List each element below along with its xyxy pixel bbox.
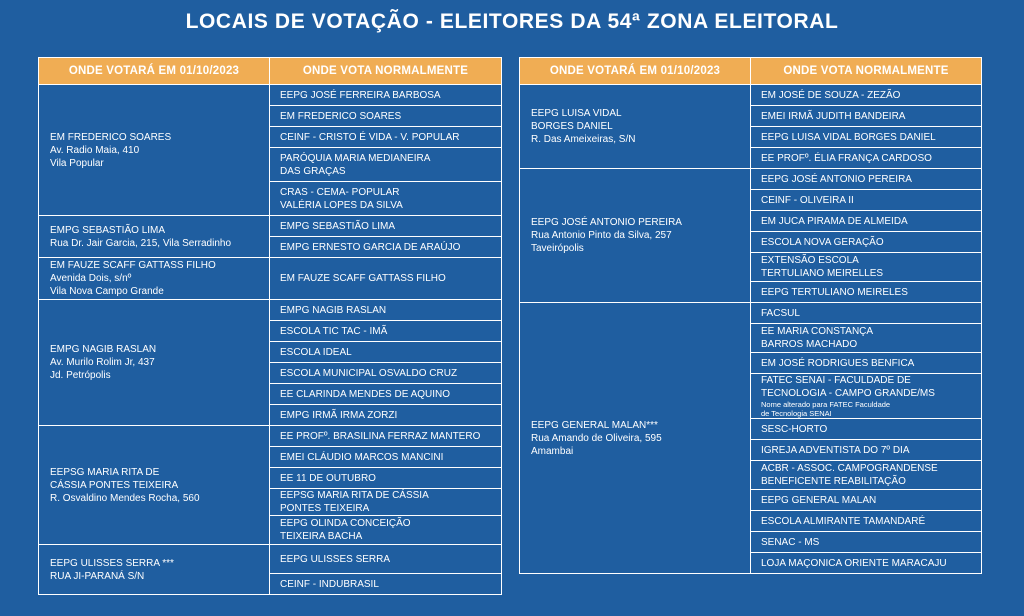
usual-school-cell — [751, 106, 982, 127]
school-name-note: de Tecnologia SENAI — [761, 409, 832, 418]
table-row — [39, 85, 502, 106]
voting-location-line: Taveirópolis — [531, 243, 584, 254]
usual-school-cell — [270, 468, 502, 489]
voting-location-cell — [39, 545, 270, 595]
usual-school-cell — [270, 85, 502, 106]
school-name-line: EMPG ERNESTO GARCIA DE ARAÚJO — [280, 241, 461, 253]
voting-location-cell — [39, 300, 270, 426]
usual-school-cell — [751, 511, 982, 532]
usual-school-cell — [270, 342, 502, 363]
school-name-line: PONTES TEIXEIRA — [280, 503, 370, 514]
voting-location-line: Jd. Petrópolis — [50, 370, 111, 381]
usual-school-cell — [270, 574, 502, 595]
voting-location-line: Rua Dr. Jair Garcia, 215, Vila Serradinho — [50, 237, 232, 249]
school-name-line: EE PROFº. ÉLIA FRANÇA CARDOSO — [761, 152, 932, 164]
school-name-line: EMEI CLÁUDIO MARCOS MANCINI — [280, 451, 444, 463]
school-name-line: BARROS MACHADO — [761, 339, 858, 350]
school-name-line: EEPG TERTULIANO MEIRELES — [761, 286, 908, 298]
usual-school-cell — [751, 211, 982, 232]
voting-location-line: EMPG SEBASTIÃO LIMA — [50, 224, 166, 236]
school-name-line: CEINF - CRISTO É VIDA - V. POPULAR — [280, 131, 460, 143]
voting-location-line: EMPG NAGIB RASLAN — [50, 344, 157, 355]
school-name-line: EXTENSÃO ESCOLA — [761, 255, 859, 266]
usual-school-cell — [751, 324, 982, 353]
usual-school-cell — [270, 405, 502, 426]
table-row — [39, 545, 502, 574]
usual-school-cell — [270, 516, 502, 545]
school-name-line: EM FAUZE SCAFF GATTASS FILHO — [280, 273, 446, 284]
header-vote-location-2023: ONDE VOTARÁ EM 01/10/2023 — [520, 58, 751, 85]
usual-school-cell — [751, 190, 982, 211]
voting-location-line: RUA JI-PARANÁ S/N — [50, 570, 145, 582]
voting-location-line: EEPG ULISSES SERRA *** — [50, 557, 174, 569]
school-name-line: FATEC SENAI - FACULDADE DE — [761, 375, 911, 386]
voting-location-line: EEPSG MARIA RITA DE — [50, 466, 160, 478]
voting-location-line: EEPG GENERAL MALAN*** — [531, 419, 658, 431]
school-name-line: EE MARIA CONSTANÇA — [761, 326, 874, 337]
usual-school-cell — [751, 440, 982, 461]
usual-school-cell — [270, 426, 502, 447]
usual-school-cell — [270, 258, 502, 300]
school-name-line: EEPG OLINDA CONCEIÇÃO — [280, 518, 411, 529]
voting-location-cell — [39, 216, 270, 258]
voting-location-line: Av. Murilo Rolim Jr, 437 — [50, 357, 155, 368]
table-row — [39, 426, 502, 447]
voting-location-line: Avenida Dois, s/nº — [50, 273, 132, 284]
voting-location-line: BORGES DANIEL — [531, 121, 613, 132]
usual-school-cell — [751, 419, 982, 440]
usual-school-cell — [270, 321, 502, 342]
voting-location-line: EEPG JOSÉ ANTONIO PEREIRA — [531, 217, 682, 228]
voting-location-line: Rua Amando de Oliveira, 595 — [531, 432, 662, 444]
usual-school-cell — [270, 363, 502, 384]
school-name-line: EM JUCA PIRAMA DE ALMEIDA — [761, 215, 908, 227]
school-name-line: EEPSG MARIA RITA DE CÁSSIA — [280, 490, 429, 501]
table-row — [520, 303, 982, 324]
table-row — [520, 169, 982, 190]
voting-location-cell — [520, 85, 751, 169]
voting-location-line: CÁSSIA PONTES TEIXEIRA — [50, 479, 179, 491]
voting-location-cell — [39, 258, 270, 300]
table-row — [39, 216, 502, 237]
voting-location-line: Amambai — [531, 445, 574, 457]
school-name-line: PARÓQUIA MARIA MEDIANEIRA — [280, 152, 431, 164]
usual-school-cell — [751, 532, 982, 553]
usual-school-cell — [751, 490, 982, 511]
usual-school-cell — [270, 127, 502, 148]
school-name-line: EE 11 DE OUTUBRO — [280, 472, 376, 484]
table-row — [39, 300, 502, 321]
school-name-line: VALÉRIA LOPES DA SILVA — [280, 199, 403, 211]
school-name-line: FACSUL — [761, 307, 800, 319]
school-name-line: DAS GRAÇAS — [280, 165, 346, 177]
voting-location-line: R. Osvaldino Mendes Rocha, 560 — [50, 492, 200, 504]
school-name-line: ESCOLA MUNICIPAL OSVALDO CRUZ — [280, 367, 458, 379]
usual-school-cell — [270, 182, 502, 216]
usual-school-cell — [270, 148, 502, 182]
school-name-line: EMPG IRMÃ IRMA ZORZI — [280, 409, 398, 421]
school-name-line: IGREJA ADVENTISTA DO 7º DIA — [761, 444, 910, 456]
right-voting-table — [519, 57, 982, 574]
school-name-line: EM JOSÉ RODRIGUES BENFICA — [761, 357, 915, 369]
table-row — [520, 85, 982, 106]
school-name-line: CEINF - OLIVEIRA II — [761, 194, 854, 206]
school-name-line: BENEFICENTE REABILITAÇÃO — [761, 476, 906, 487]
school-name-line: TECNOLOGIA - CAMPO GRANDE/MS — [761, 388, 935, 399]
header-usual-location: ONDE VOTA NORMALMENTE — [270, 58, 502, 85]
voting-location-line: Vila Popular — [50, 157, 104, 169]
school-name-line: EEPG LUISA VIDAL BORGES DANIEL — [761, 131, 936, 143]
school-name-line: ACBR - ASSOC. CAMPOGRANDENSE — [761, 463, 938, 474]
voting-location-line: EM FAUZE SCAFF GATTASS FILHO — [50, 260, 216, 271]
usual-school-cell — [270, 489, 502, 516]
school-name-line: ESCOLA IDEAL — [280, 346, 352, 358]
school-name-line: EMEI IRMÃ JUDITH BANDEIRA — [761, 110, 906, 122]
page-title: LOCAIS DE VOTAÇÃO - ELEITORES DA 54ª ZONA ELEITORAL — [185, 10, 839, 33]
school-name-line: EE CLARINDA MENDES DE AQUINO — [280, 388, 451, 400]
school-name-note: Nome alterado para FATEC Faculdade — [761, 400, 891, 409]
usual-school-cell — [751, 85, 982, 106]
school-name-line: CRAS - CEMA- POPULAR — [280, 186, 400, 198]
table-row — [39, 258, 502, 300]
school-name-line: ESCOLA ALMIRANTE TAMANDARÉ — [761, 515, 926, 527]
usual-school-cell — [751, 148, 982, 169]
school-name-line: EEPG JOSÉ FERREIRA BARBOSA — [280, 89, 441, 101]
usual-school-cell — [270, 216, 502, 237]
school-name-line: EE PROFº. BRASILINA FERRAZ MANTERO — [280, 430, 481, 442]
school-name-line: ESCOLA NOVA GERAÇÃO — [761, 236, 884, 248]
school-name-line: LOJA MAÇONICA ORIENTE MARACAJU — [761, 557, 947, 569]
voting-location-line: EM FREDERICO SOARES — [50, 131, 172, 143]
usual-school-cell — [270, 447, 502, 468]
voting-location-cell — [39, 85, 270, 216]
voting-location-cell — [520, 303, 751, 574]
usual-school-cell — [751, 282, 982, 303]
school-name-line: SENAC - MS — [761, 536, 820, 548]
school-name-line: SESC-HORTO — [761, 423, 828, 435]
school-name-line: EMPG SEBASTIÃO LIMA — [280, 220, 396, 232]
school-name-line: EMPG NAGIB RASLAN — [280, 304, 387, 316]
usual-school-cell — [270, 545, 502, 574]
left-voting-table — [38, 57, 502, 595]
usual-school-cell — [270, 237, 502, 258]
usual-school-cell — [751, 553, 982, 574]
school-name-line: EEPG GENERAL MALAN — [761, 494, 877, 506]
voting-location-line: Av. Radio Maia, 410 — [50, 144, 140, 156]
voting-location-cell — [39, 426, 270, 545]
usual-school-cell — [270, 384, 502, 405]
usual-school-cell — [751, 169, 982, 190]
voting-location-line: Vila Nova Campo Grande — [50, 286, 164, 297]
usual-school-cell — [751, 374, 982, 419]
usual-school-cell — [270, 300, 502, 321]
usual-school-cell — [751, 461, 982, 490]
school-name-line: EEPG JOSÉ ANTONIO PEREIRA — [761, 173, 912, 185]
school-name-line: EM FREDERICO SOARES — [280, 110, 402, 122]
voting-location-cell — [520, 169, 751, 303]
voting-location-line: EEPG LUISA VIDAL — [531, 108, 622, 119]
voting-location-line: R. Das Ameixeiras, S/N — [531, 134, 636, 145]
header-usual-location: ONDE VOTA NORMALMENTE — [751, 58, 982, 85]
usual-school-cell — [751, 127, 982, 148]
school-name-line: ESCOLA TIC TAC - IMÃ — [280, 325, 388, 337]
usual-school-cell — [270, 106, 502, 127]
school-name-line: EM JOSÉ DE SOUZA - ZEZÃO — [761, 89, 901, 101]
usual-school-cell — [751, 232, 982, 253]
school-name-line: CEINF - INDUBRASIL — [280, 578, 379, 590]
usual-school-cell — [751, 253, 982, 282]
header-vote-location-2023: ONDE VOTARÁ EM 01/10/2023 — [39, 58, 270, 85]
school-name-line: TERTULIANO MEIRELLES — [761, 268, 884, 279]
usual-school-cell — [751, 303, 982, 324]
voting-location-line: Rua Antonio Pinto da Silva, 257 — [531, 230, 672, 241]
usual-school-cell — [751, 353, 982, 374]
school-name-line: EEPG ULISSES SERRA — [280, 553, 391, 565]
school-name-line: TEIXEIRA BACHA — [280, 531, 363, 542]
